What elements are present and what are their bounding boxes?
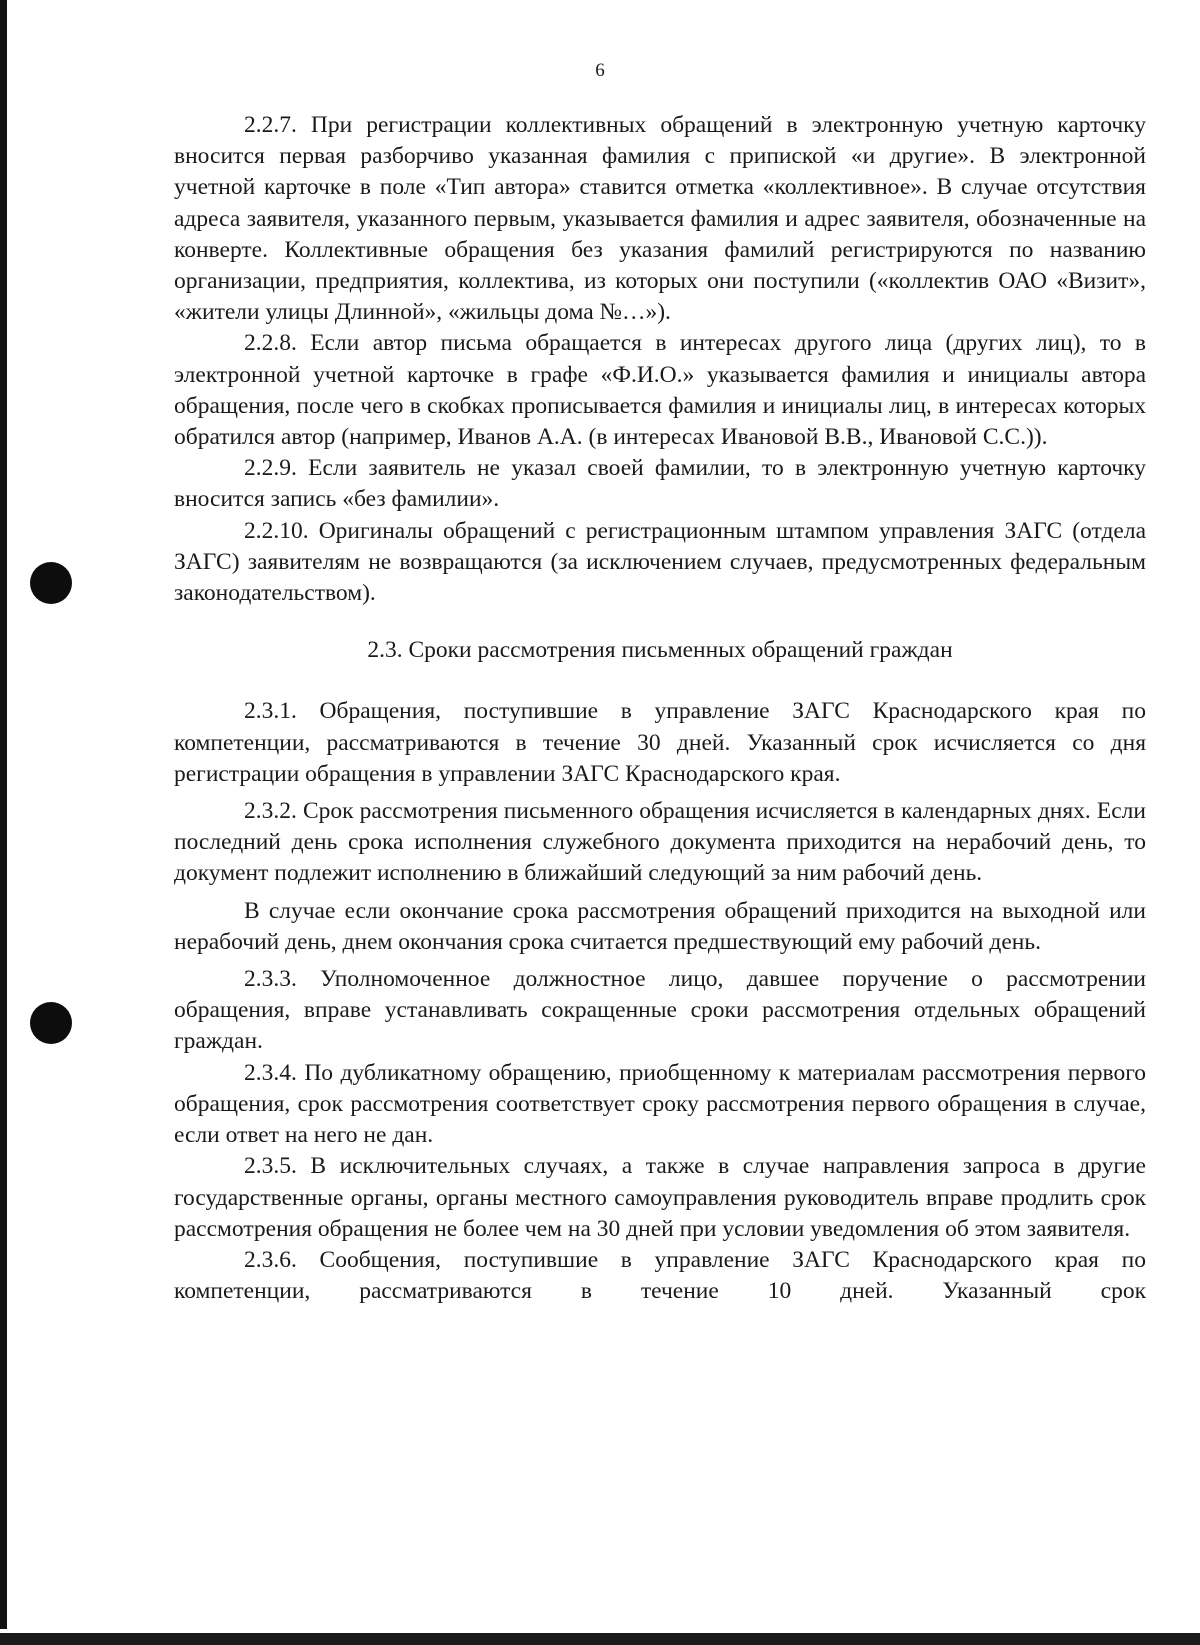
paragraph-2-3-5: 2.3.5. В исключительных случаях, а также в случае направления запроса в другие государственные органы, органы местного самоуправления руководитель вправе продлить срок рассмотрения обращения не более чем на 30 дней при условии уведомления об этом заявителя.	[174, 1153, 1146, 1242]
paragraph-2-3-6: 2.3.6. Сообщения, поступившие в управление ЗАГС Краснодарского края по компетенции, рассматриваются в течение 10 дней. Указанный срок	[174, 1246, 1146, 1305]
paragraph-2-2-9: 2.2.9. Если заявитель не указал своей фамилии, то в электронную учетную карточку вносится запись «без фамилии».	[174, 455, 1146, 513]
scan-edge-bottom	[0, 1629, 1200, 1645]
page-number: 6	[595, 60, 605, 81]
paragraph-2-2-10: 2.2.10. Оригиналы обращений с регистрационным штампом управления ЗАГС (отдела ЗАГС) заявителям не возвращаются (за исключением случаев, предусмотренных федеральным законодательством).	[174, 517, 1146, 607]
punch-hole-top	[30, 562, 72, 604]
paragraph-2-3-1: 2.3.1. Обращения, поступившие в управление ЗАГС Краснодарского края по компетенции, рассматриваются в течение 30 дней. Указанный срок исчисляется со дня регистрации обращения в управлении ЗАГС Краснодарского края.	[174, 698, 1146, 787]
paragraph-2-3-4: 2.3.4. По дубликатному обращению, приобщенному к материалам рассмотрения первого обращения, срок рассмотрения соответствует сроку рассмотрения первого обращения в случае, если ответ на него не дан.	[174, 1059, 1146, 1149]
paragraph-2-3-2: 2.3.2. Срок рассмотрения письменного обращения исчисляется в календарных днях. Если последний день срока исполнения служебного документа приходится на нерабочий день, то документ подлежит исполнению в ближайший следующий за ним рабочий день.	[174, 798, 1146, 887]
section-heading: 2.3. Сроки рассмотрения письменных обращений граждан	[367, 637, 953, 664]
paragraph-2-2-7: 2.2.7. При регистрации коллективных обращений в электронную учетную карточку вносится первая разборчиво указанная фамилия с припиской «и другие». В электронной учетной карточке в поле «Тип автора» ставится отметка «коллективное». В случае отсутствия адреса заявителя, указанного первым, указывается фамилия и адрес заявителя, обозначенные на конверте. Коллективные обращения без указания фамилий регистрируются по названию организации, предприятия, коллектива, из которых они поступили («коллектив ОАО «Визит», «жители улицы Длинной», «жильцы дома №…»).	[174, 112, 1146, 326]
paragraph-2-2-8: 2.2.8. Если автор письма обращается в интересах другого лица (других лиц), то в электронной учетной карточке в графе «Ф.И.О.» указывается фамилия и инициалы автора обращения, после чего в скобках прописывается фамилия и инициалы лиц, в интересах которых обратился автор (например, Иванов А.А. (в интересах Ивановой В.В., Ивановой С.С.)).	[174, 330, 1146, 451]
scan-edge-left	[0, 0, 7, 1645]
scan-edge-bottom-bar	[0, 1633, 1200, 1645]
punch-hole-bottom	[30, 1002, 72, 1044]
document-body	[174, 110, 1146, 1307]
paragraph-2-3-3: 2.3.3. Уполномоченное должностное лицо, давшее поручение о рассмотрении обращения, вправе устанавливать сокращенные сроки рассмотрения отдельных обращений граждан.	[174, 966, 1146, 1055]
paragraph-2-3-2-continuation: В случае если окончание срока рассмотрения обращений приходится на выходной или нерабочий день, днем окончания срока считается предшествующий ему рабочий день.	[174, 897, 1146, 955]
